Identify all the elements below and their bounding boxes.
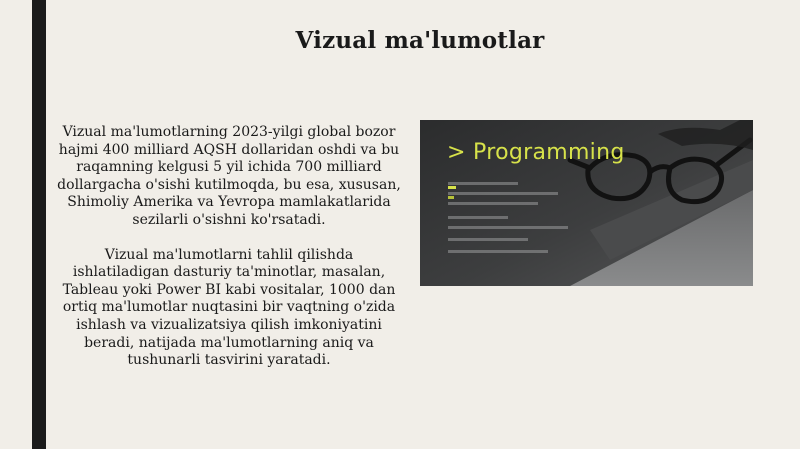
paragraph-market-size: Vizual ma'lumotlarning 2023-yilgi global bozor hajmi 400 milliard AQSH dollaridan oshdi va bu raqamning kelgusi 5 yil ichida 700 milliard dollargacha o'sishi kutilmoqda, bu esa, xususan, Shimoliy Amerika va Yevropa mamlakatlarida sezilarli o'sishni ko'rsatadi. xyxy=(57,124,401,228)
programming-photo xyxy=(420,120,753,286)
slide-title: Vizual ma'lumotlar xyxy=(295,27,545,54)
paragraph-software-tools: Vizual ma'lumotlarni tahlil qilishda ishlatiladigan dasturiy ta'minotlar, masalan, Tableau yoki Power BI kabi vositalar, 1000 dan ortiq ma'lumotlar nuqtasini bir vaqtning o'zida ishlash va vizualizatsiya qilish imkoniyatini beradi, natijada ma'lumotlarning aniq va tushunarli tasvirini yaratadi. xyxy=(62,246,396,369)
programming-overlay-text: > Programming xyxy=(447,140,625,165)
slide-body xyxy=(56,124,402,387)
left-accent-bar xyxy=(32,0,46,449)
